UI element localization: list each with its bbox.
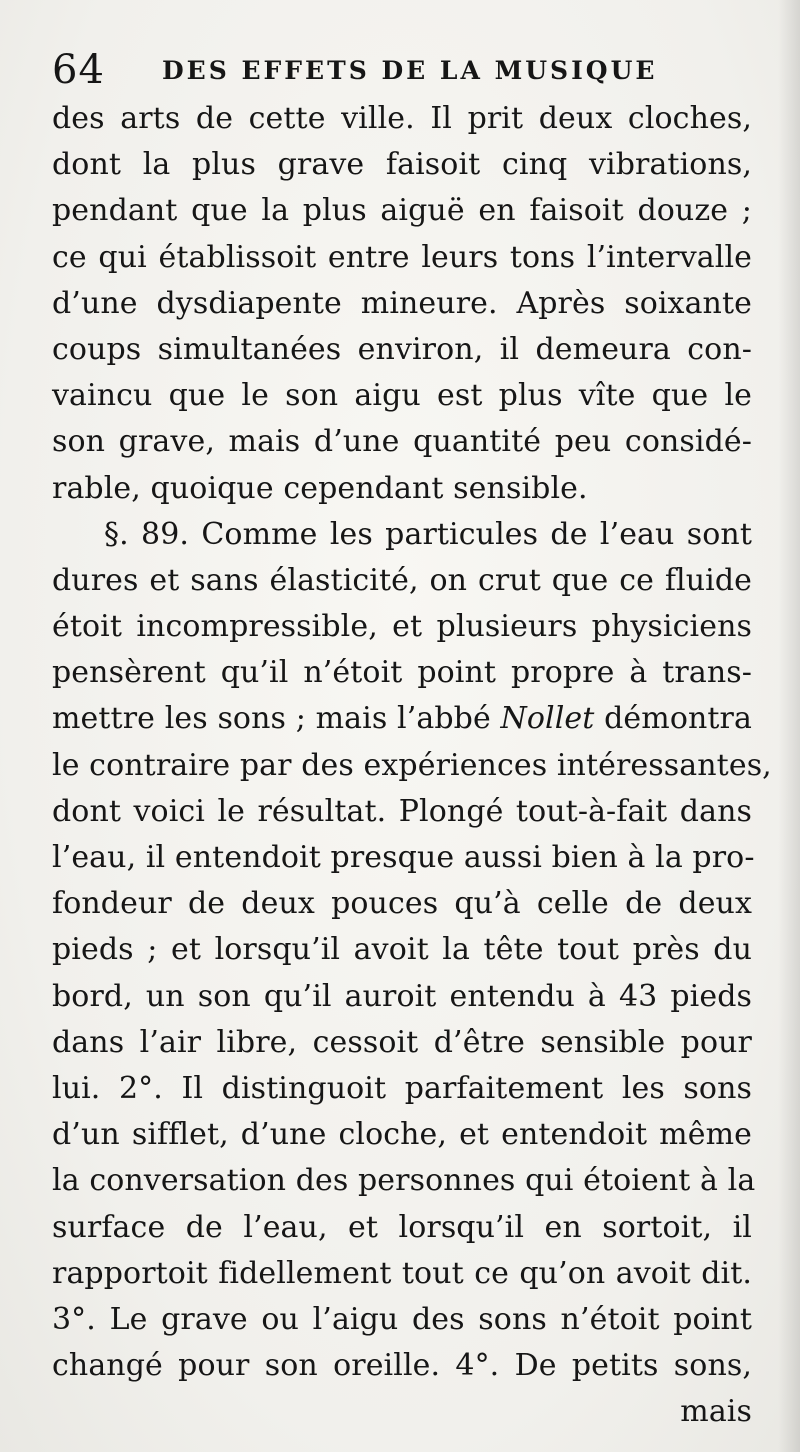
text-line: rapportoit fidellement tout ce qu’on avoit dit. <box>52 1255 752 1291</box>
text-line: pendant que la plus aiguë en faisoit douze ; <box>52 193 752 229</box>
text-line: dans l’air libre, cessoit d’être sensible pour <box>52 1024 752 1060</box>
text-line: bord, un son qu’il auroit entendu à 43 pieds <box>52 978 752 1014</box>
text-line: 3°. Le grave ou l’aigu des sons n’étoit point <box>52 1301 752 1337</box>
text-line: dures et sans élasticité, on crut que ce fluide <box>52 562 752 598</box>
text-line: changé pour son oreille. 4°. De petits sons, <box>52 1348 752 1384</box>
text-line: pieds ; et lorsqu’il avoit la tête tout près du <box>52 932 752 968</box>
text-line: dont la plus grave faisoit cinq vibrations, <box>52 147 752 183</box>
text-line: dont voici le résultat. Plongé tout-à-fait dans <box>52 793 752 829</box>
body-text <box>52 96 772 1435</box>
text-line: étoit incompressible, et plusieurs physiciens <box>52 609 752 645</box>
text-segment: démontra <box>594 701 752 737</box>
section-89-first-line: §. 89. Comme les particules de l’eau sont <box>104 516 752 552</box>
italic-name-nollet: Nollet <box>500 701 595 737</box>
text-line: d’un sifflet, d’une cloche, et entendoit même <box>52 1117 752 1153</box>
text-line-with-italic-name <box>52 696 752 742</box>
text-line: la conversation des personnes qui étoient à la <box>52 1163 756 1199</box>
text-line: son grave, mais d’une quantité peu considé- <box>52 424 752 460</box>
text-line: surface de l’eau, et lorsqu’il en sortoit, il <box>52 1209 752 1245</box>
page-header <box>52 42 742 98</box>
page-edge-shadow <box>778 0 800 1452</box>
text-line: lui. 2°. Il distinguoit parfaitement les sons <box>52 1070 752 1106</box>
text-line: d’une dysdiapente mineure. Après soixante <box>52 285 752 321</box>
text-line: coups simultanées environ, il demeura con- <box>52 331 752 367</box>
running-head: DES EFFETS DE LA MUSIQUE <box>162 56 658 85</box>
text-line: pensèrent qu’il n’étoit point propre à trans- <box>52 655 752 691</box>
text-line: ce qui établissoit entre leurs tons l’intervalle <box>52 239 752 275</box>
text-line: des arts de cette ville. Il prit deux cloches, <box>52 101 752 136</box>
paragraph-end-line: rable, quoique cependant sensible. <box>52 470 588 506</box>
text-line: l’eau, il entendoit presque aussi bien à la pro- <box>52 840 755 875</box>
text-line: fondeur de deux pouces qu’à celle de deux <box>52 886 752 922</box>
text-line: vaincu que le son aigu est plus vîte que le <box>52 378 752 414</box>
catchword: mais <box>680 1394 752 1430</box>
text-segment: mettre les sons ; mais l’abbé <box>52 701 501 737</box>
text-line: le contraire par des expériences intéressantes, <box>52 747 772 783</box>
page-number: 64 <box>52 47 105 93</box>
